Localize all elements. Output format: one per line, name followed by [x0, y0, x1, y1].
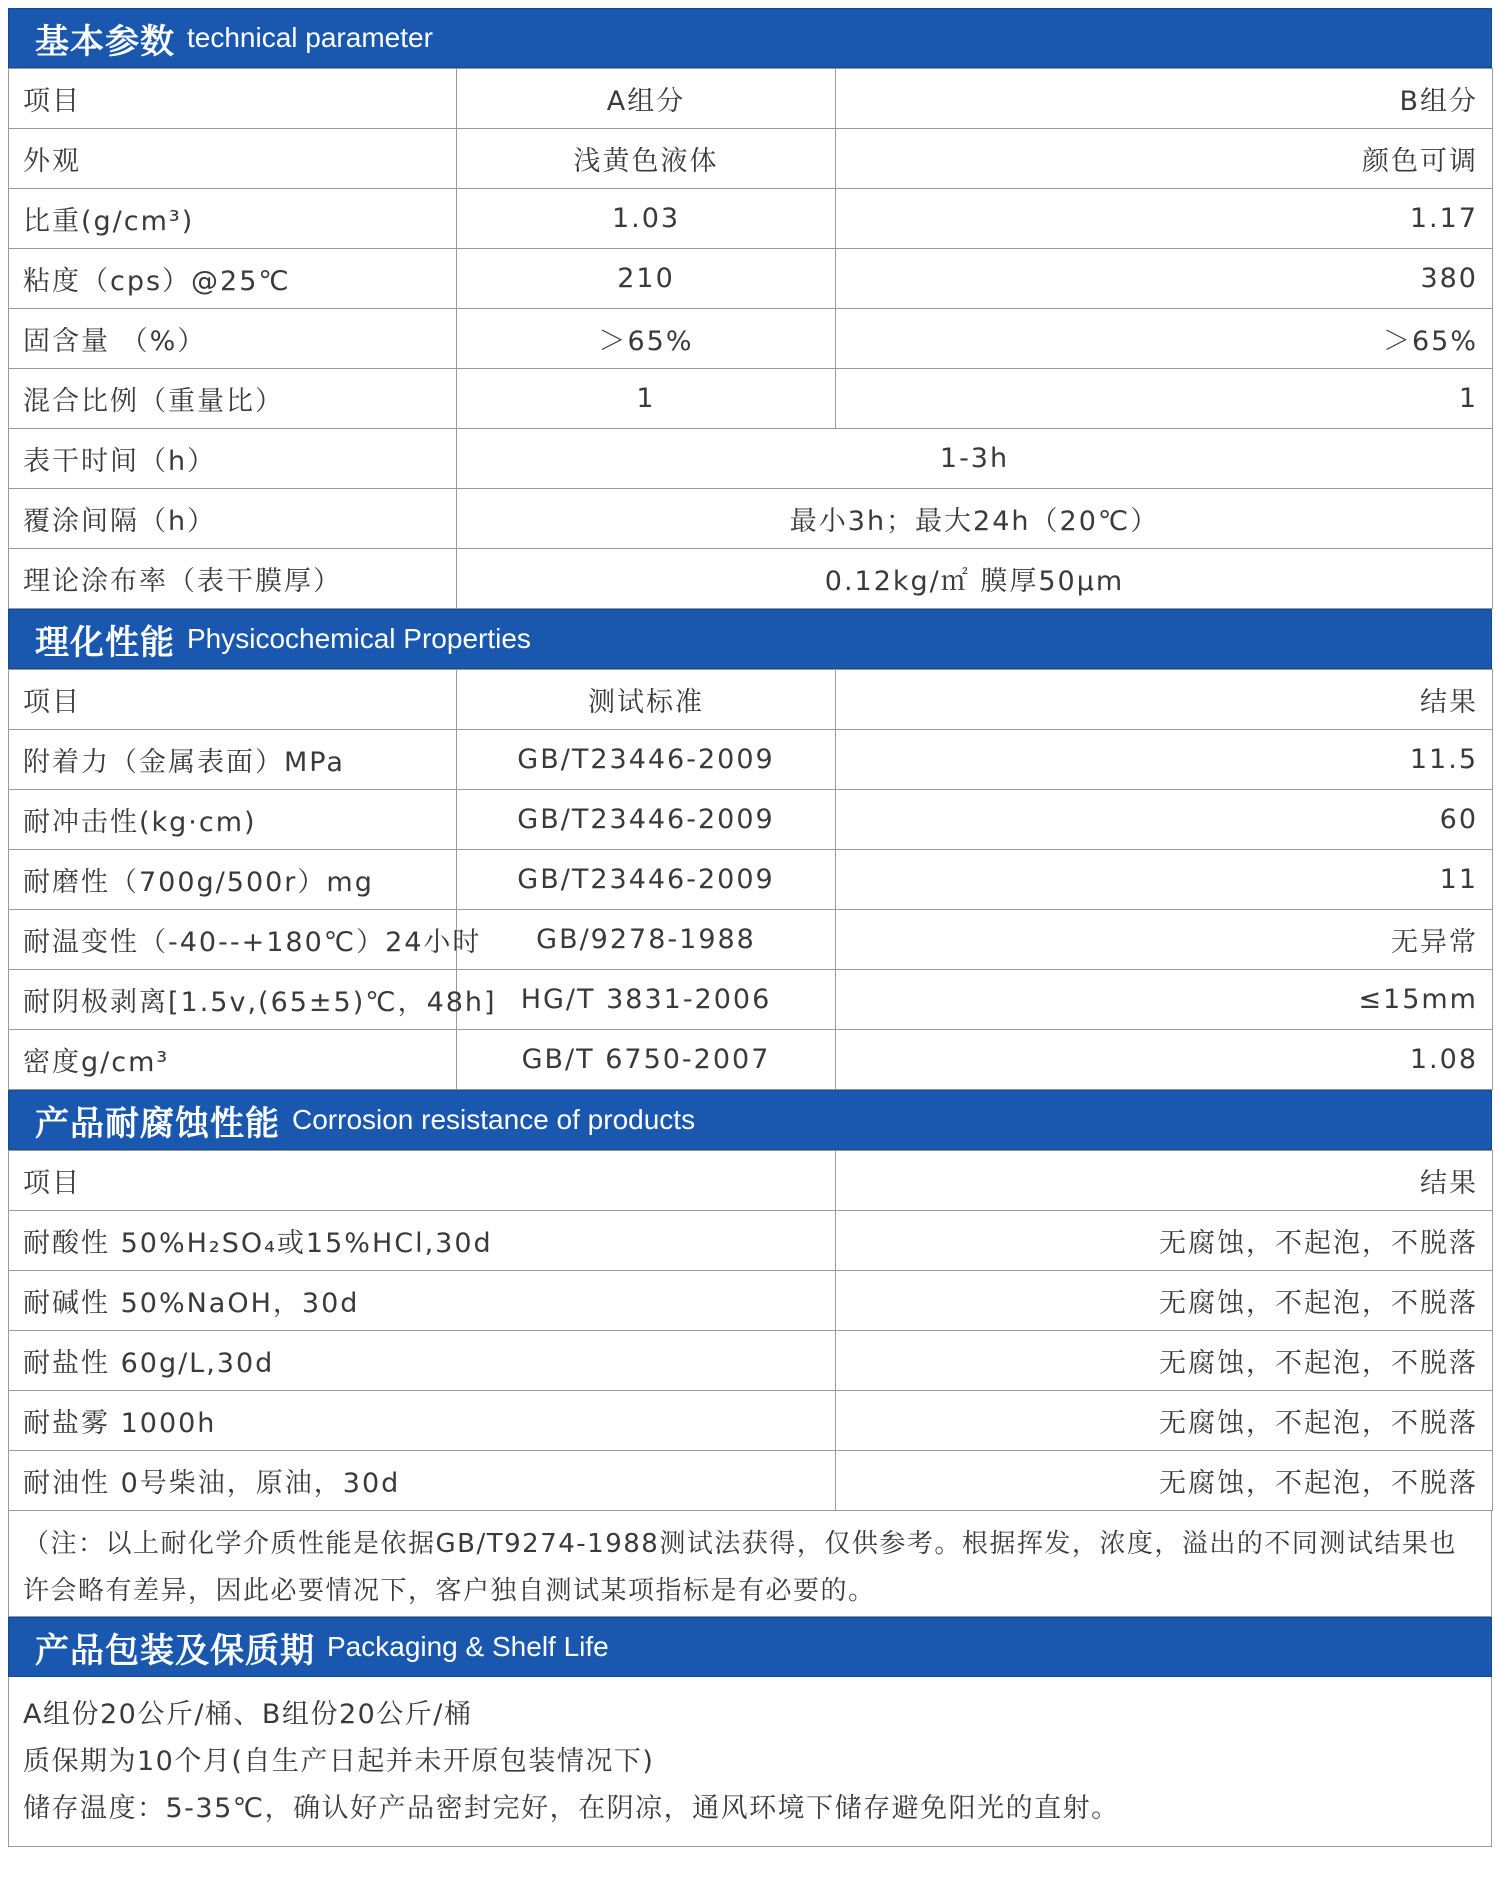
table-row	[9, 369, 1493, 429]
header-cell: A组分	[457, 69, 836, 129]
datasheet	[8, 8, 1492, 1847]
value-cell: 1.03	[457, 189, 836, 249]
table-row	[9, 309, 1493, 369]
value-cell: ＞65%	[836, 309, 1493, 369]
section-header-technical	[8, 8, 1492, 68]
table-row	[9, 1451, 1493, 1511]
section-title-en: Packaging & Shelf Life	[327, 1631, 609, 1662]
merged-value-cell: 1-3h	[457, 429, 1493, 489]
item-cell: 耐冲击性(kg·cm)	[9, 790, 457, 850]
table-row	[9, 249, 1493, 309]
header-cell: 结果	[836, 670, 1493, 730]
table-row	[9, 970, 1493, 1030]
table-row	[9, 1391, 1493, 1451]
standard-cell: GB/T23446-2009	[457, 850, 836, 910]
value-cell: 1.17	[836, 189, 1493, 249]
item-cell: 耐油性 0号柴油，原油，30d	[9, 1451, 836, 1511]
item-cell: 耐酸性 50%H₂SO₄或15%HCl,30d	[9, 1211, 836, 1271]
item-cell: 耐盐性 60g/L,30d	[9, 1331, 836, 1391]
table-row	[9, 489, 1493, 549]
table-row	[9, 790, 1493, 850]
section-title-zh: 基本参数	[35, 21, 175, 62]
corrosion-note: （注：以上耐化学介质性能是依据GB/T9274-1988测试法获得，仅供参考。根据挥发，浓度，溢出的不同测试结果也许会略有差异，因此必要情况下，客户独自测试某项指标是有必要的。	[8, 1511, 1492, 1617]
item-cell: 混合比例（重量比）	[9, 369, 457, 429]
table-row	[9, 549, 1493, 609]
value-cell: 颜色可调	[836, 129, 1493, 189]
item-cell: 耐盐雾 1000h	[9, 1391, 836, 1451]
result-cell: 无腐蚀，不起泡，不脱落	[836, 1271, 1493, 1331]
result-cell: 无腐蚀，不起泡，不脱落	[836, 1451, 1493, 1511]
section-header-packaging	[8, 1617, 1492, 1677]
value-cell: 380	[836, 249, 1493, 309]
item-cell: 覆涂间隔（h）	[9, 489, 457, 549]
section-title-zh: 产品包装及保质期	[35, 1630, 315, 1671]
table-row	[9, 730, 1493, 790]
section-header-corrosion	[8, 1090, 1492, 1150]
table-row	[9, 1211, 1493, 1271]
section-title-zh: 理化性能	[35, 622, 175, 663]
result-cell: 60	[836, 790, 1493, 850]
table-header-row	[9, 1151, 1493, 1211]
section-title-en: Corrosion resistance of products	[292, 1104, 696, 1135]
result-cell: 无腐蚀，不起泡，不脱落	[836, 1211, 1493, 1271]
section-title-en: Physicochemical Properties	[187, 623, 531, 654]
packaging-info	[8, 1677, 1492, 1847]
packaging-line: A组份20公斤/桶、B组份20公斤/桶	[23, 1699, 473, 1730]
table-header-row	[9, 670, 1493, 730]
result-cell: 1.08	[836, 1030, 1493, 1090]
item-cell: 附着力（金属表面）MPa	[9, 730, 457, 790]
table-row	[9, 1271, 1493, 1331]
header-cell: 测试标准	[457, 670, 836, 730]
item-cell: 外观	[9, 129, 457, 189]
value-cell: 浅黄色液体	[457, 129, 836, 189]
item-cell: 粘度（cps）@25℃	[9, 249, 457, 309]
section-header-physicochemical	[8, 609, 1492, 669]
result-cell: 11	[836, 850, 1493, 910]
item-cell: 表干时间（h）	[9, 429, 457, 489]
section-title-en: technical parameter	[187, 22, 433, 53]
header-cell: 项目	[9, 670, 457, 730]
table-row	[9, 850, 1493, 910]
table-row	[9, 429, 1493, 489]
standard-cell: GB/9278-1988	[457, 910, 836, 970]
result-cell: 无腐蚀，不起泡，不脱落	[836, 1331, 1493, 1391]
header-cell: 结果	[836, 1151, 1493, 1211]
standard-cell: GB/T 6750-2007	[457, 1030, 836, 1090]
result-cell: 无异常	[836, 910, 1493, 970]
item-cell: 耐温变性（-40--+180℃）24小时	[9, 910, 457, 970]
merged-value-cell: 最小3h；最大24h（20℃）	[457, 489, 1493, 549]
table-row	[9, 1030, 1493, 1090]
table-header-row	[9, 69, 1493, 129]
storage-line: 储存温度：5-35℃，确认好产品密封完好，在阴凉，通风环境下储存避免阳光的直射。	[23, 1793, 1120, 1824]
shelf-life-line: 质保期为10个月(自生产日起并未开原包装情况下)	[23, 1746, 655, 1777]
value-cell: ＞65%	[457, 309, 836, 369]
item-cell: 固含量 （%）	[9, 309, 457, 369]
value-cell: 210	[457, 249, 836, 309]
technical-table	[8, 68, 1493, 609]
item-cell: 比重(g/cm³)	[9, 189, 457, 249]
result-cell: 无腐蚀，不起泡，不脱落	[836, 1391, 1493, 1451]
value-cell: 1	[836, 369, 1493, 429]
standard-cell: GB/T23446-2009	[457, 730, 836, 790]
table-row	[9, 189, 1493, 249]
merged-value-cell: 0.12kg/㎡ 膜厚50μm	[457, 549, 1493, 609]
item-cell: 耐碱性 50%NaOH，30d	[9, 1271, 836, 1331]
item-cell: 耐阴极剥离[1.5v,(65±5)℃，48h]	[9, 970, 457, 1030]
standard-cell: HG/T 3831-2006	[457, 970, 836, 1030]
standard-cell: GB/T23446-2009	[457, 790, 836, 850]
physicochemical-table	[8, 669, 1493, 1090]
section-title-zh: 产品耐腐蚀性能	[35, 1103, 280, 1144]
result-cell: ≤15mm	[836, 970, 1493, 1030]
corrosion-table	[8, 1150, 1493, 1511]
header-cell: B组分	[836, 69, 1493, 129]
item-cell: 密度g/cm³	[9, 1030, 457, 1090]
table-row	[9, 910, 1493, 970]
table-row	[9, 1331, 1493, 1391]
value-cell: 1	[457, 369, 836, 429]
table-row	[9, 129, 1493, 189]
item-cell: 理论涂布率（表干膜厚）	[9, 549, 457, 609]
header-cell: 项目	[9, 69, 457, 129]
result-cell: 11.5	[836, 730, 1493, 790]
item-cell: 耐磨性（700g/500r）mg	[9, 850, 457, 910]
header-cell: 项目	[9, 1151, 836, 1211]
